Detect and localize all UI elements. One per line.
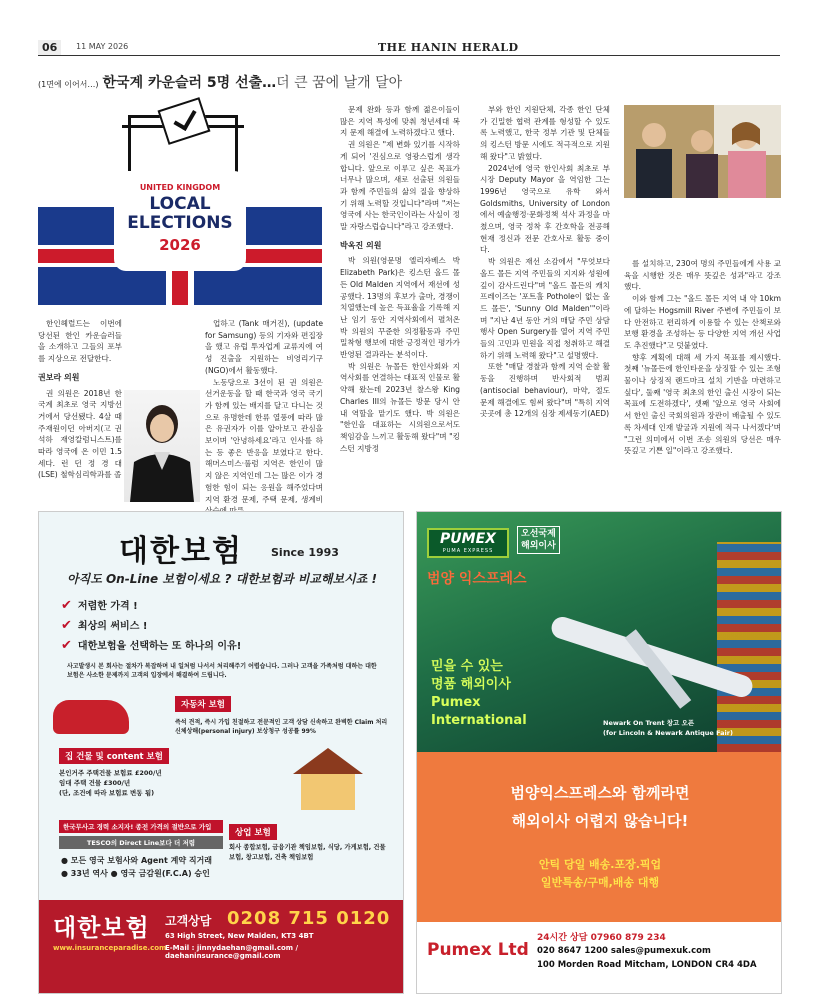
article-paragraph: 업하고 (Tank 매거진), (update for Samsung) 등의 기자와 편집장을 했고 유럽 투자업계 교류지에 여성 진출을 지원하는 비영리기구(NGO)에서 활동했다. xyxy=(205,319,323,375)
car-insurance-text: 즉석 견적, 즉시 가입 친절하고 전문적인 고객 상담 신속하고 완벽한 Claim 처리 신체상해(personal injury) 보상청구 성공률 99% xyxy=(175,719,388,735)
insurance-advertisement xyxy=(38,511,404,994)
article-paragraph: 2024년에 영국 한인사회 최초로 부시장 Deputy Mayor 을 역임한 그는 1996년 영국으로 유학 와서 Goldsmiths, University of London에서 예술행정·문화정책 석사 과정을 마쳤으며, 영국 정착 후 간호학을 전공해 현재 정신과 전문 간호사로 활동 중이다. xyxy=(480,163,610,255)
article-column-3 xyxy=(340,104,460,454)
house-icon xyxy=(293,748,363,810)
article-column-5 xyxy=(624,258,781,457)
election-label xyxy=(116,173,244,269)
car-icon xyxy=(53,700,129,734)
pumex-contact xyxy=(417,922,782,994)
pumex-hero xyxy=(417,512,782,752)
subhead-park: 박옥진 의원 xyxy=(340,240,382,250)
house-insurance-text: 본인거주 주택건물 보험료 £200/년 임대 주택 건물 £300/년 (단, 조건에 따라 보험료 변동 됨) xyxy=(59,769,162,797)
article-paragraph: 문제 완화 등과 함께 젊은이들이 많은 지역 특성에 맞춰 청년세대 복지 문제 해결에 노력하겠다고 했다. xyxy=(340,105,460,138)
article-paragraph: 박 의원(영문명 엘리자베스 박 Elizabeth Park)은 킹스턴 올드 몰든 Old Malden 지역에서 재선에 성공했다. 13명의 후보가 출마, 경쟁이 치열했는데 높은 득표율을 기록해 지난 임기 동안 지역사회에서 펼쳐온 박 의원의 꾸준한 의정활동과 주민 밀착형 행보에 대한 긍정적인 평가가 반영된 결과라는 분석이다. xyxy=(340,256,460,360)
headline-tail: 더 큰 꿈에 날개 달아 xyxy=(276,75,403,91)
article-intro: 한인헤럴드는 이번에 당선된 한인 카운슬러들을 소개하고 그들의 포부를 지상으로 전달한다. xyxy=(38,319,122,364)
ad-insurance-footer xyxy=(39,900,404,994)
page-header xyxy=(38,40,780,56)
ad-insurance-phone[interactable]: 0208 715 0120 xyxy=(227,908,391,929)
election-year: 2026 xyxy=(159,236,201,254)
pumex-slogan: 믿을 수 있는 명품 해외이사 Pumex International xyxy=(431,659,527,728)
group-photo xyxy=(624,105,781,198)
ad-insurance-address: 63 High Street, New Malden, KT3 4BT xyxy=(165,932,314,940)
councillor-photo xyxy=(124,390,200,502)
pumex-name-kr: 범양 익스프레스 xyxy=(427,571,527,587)
article-paragraph: 박 의원은 뉴몰든 한인사회와 지역사회를 연결하는 대표적 인물로 활약해 왔는데 2023년 찰스왕 King Charles III의 뉴몰든 방문 당시 안내 역할을 맡기도 했다. 박 의원은 "한인을 대표하는 시의원으로서도 책임감을 느끼고 활동해 왔다"며 "킹스턴 지방정 xyxy=(340,361,460,453)
ad-insurance-tagline: 아직도 On-Line 보험이세요 ? 대한보험과 비교해보시죠 ! xyxy=(67,572,377,586)
pumex-new-warehouse: Newark On Trent 창고 오픈 (for Lincoln & Newark Antique Fair) xyxy=(603,719,733,737)
check-icon: ✔ xyxy=(61,598,72,613)
check-icon: ✔ xyxy=(61,618,72,633)
ad-insurance-brand: 대한보험 xyxy=(53,914,150,942)
pumex-company: Pumex Ltd xyxy=(427,940,529,960)
check-icon: ✔ xyxy=(61,638,72,653)
election-title: LOCAL ELECTIONS xyxy=(127,194,233,233)
business-insurance-text: 회사 종합보험, 금융기관 책임보험, 식당, 가게보험, 건물 보험, 창고보험, 건축 책임보험 xyxy=(229,844,386,861)
article-paragraph: 권 의원은 "제 변화 있기를 시작하게 되어 '진심으로 영광스럽게 생각합니다. 앞으로 이루고 싶은 목표가 너무나 많으며, 새로 선출된 의원들과 함께 주민들의 삶의 질을 향상하기 위해 노력할 것입니다"라며 "저는 영국에 사는 한국인이라는 사실이 정말 자랑스럽습니다"라고 강조했다. xyxy=(340,140,460,232)
ad-insurance-note: 사고발생시 본 회사는 절차가 복잡하며 내 일처럼 나서서 처리해주기 어렵습니다. 그러나 고객을 가족처럼 대하는 대한보험은 사소한 문제까지 고객의 입장에서 해결하여 드립니다. xyxy=(67,663,377,679)
article-paragraph: 향후 계획에 대해 세 가지 목표를 제시했다. 첫째 '뉴몰든에 한인타운을 상징할 수 있는 조형물이나 상징적 랜드마크 설치 기반을 마련하고 싶다', 둘째 '영국 최초의 한인 출신 시장이 되는 목표에 도전하겠다', 셋째 '앞으로 영국 사회에서 한인 출신 국회의원과 장관이 배출될 수 있도록 차세대 인재 발굴과 지원에 적극 나서겠다'며 "그런 의미에서 이번 조송 의원의 당선은 매우 뜻깊고 기쁜 일"이라고 강조했다. xyxy=(624,352,781,456)
house-insurance-label: 집 건물 및 content 보험 xyxy=(59,748,169,764)
election-graphic xyxy=(38,95,322,305)
paper-name: THE HANIN HERALD xyxy=(378,41,519,54)
ad-insurance-bullets: ● 모든 영국 보험사와 Agent 계약 직거래 ● 33년 역사 ● 영국 금감원(F.C.A) 승인 xyxy=(61,856,213,878)
pumex-promo: 범양익스프레스와 함께라면 해외이사 어렵지 않습니다! 안틱 당일 배송.포장.픽업 일반특송/구매,배송 대행 xyxy=(417,752,782,922)
pumex-address: 100 Morden Road Mitcham, LONDON CR4 4DA xyxy=(537,960,757,970)
article-column-2 xyxy=(205,318,323,517)
headline-main: 한국계 카운슬러 5명 선출… xyxy=(102,75,277,91)
ad-insurance-since: Since 1993 xyxy=(271,546,339,559)
ad-insurance-points: ✔ 저렴한 가격 ! ✔ 최상의 써비스 ! ✔ 대한보험을 선택하는 또 하나의 이유! xyxy=(61,598,242,653)
headline-kicker: (1면에 이어서…) xyxy=(38,80,99,89)
business-insurance-label: 상업 보험 xyxy=(229,824,277,840)
pumex-advertisement xyxy=(416,511,782,994)
ad-insurance-email[interactable]: E-Mail : jinnydaehan@gmail.com / daehaninsurance@gmail.com xyxy=(165,944,299,960)
ad-insurance-website[interactable]: www.insuranceparadise.com xyxy=(53,944,167,952)
pumex-phone-email[interactable]: 020 8647 1200 sales@pumexuk.com xyxy=(537,946,711,956)
issue-date: 11 MAY 2026 xyxy=(76,42,129,51)
article-headline xyxy=(38,72,402,92)
article-column-4 xyxy=(480,104,610,420)
ad-insurance-title: 대한보험 xyxy=(119,534,243,569)
article-paragraph: 박 의원은 재선 소감에서 "무엇보다 올드 몰든 지역 주민들의 지지와 성원에 깊이 감사드린다"며 "올드 몰든의 캐치프레이즈는 '포트홀 Pothole이 없는 올드 몰든', 'Sunny Old Malden'"이라며 "지난 4년 동안 거의 매달 주민 상담 행사 Open Surgery를 열어 지역 주민들의 고민과 민원을 직접 청취하고 해결하기 위해 노력해 왔다"고 설명했다. xyxy=(480,257,610,360)
page-number: 06 xyxy=(38,40,61,55)
subhead-kwon: 권보라 의원 xyxy=(38,372,80,382)
no-claims-banner: 한국무사고 경력 소지자! 종전 가격의 절반으로 가입 xyxy=(59,820,223,833)
article-column-1 xyxy=(38,318,122,481)
article-paragraph: 를 설치하고, 230여 명의 주민들에게 사용 교육을 시행한 것은 매우 뜻깊은 성과"라고 강조했다. xyxy=(624,259,781,292)
car-insurance-label: 자동차 보험 xyxy=(175,696,231,712)
election-country: UNITED KINGDOM xyxy=(139,183,221,192)
pumex-logo: PUMEX PUMA EXPRESS xyxy=(427,528,509,558)
ad-insurance-consult: 고객상담 xyxy=(165,914,212,928)
article-paragraph: 권 의원은 2018년 한국계 최초로 영국 지방선거에서 당선됐다. 4살 때 주재원이던 아버지(고 권석하 재영칼럼니스트)를 따라 영국에 온 이민 1.5세다. 런 던 정 경 대 (LSE) 철학심리학과를 졸 xyxy=(38,388,122,480)
article-paragraph: 노동당으로 3선이 된 권 의원은 선거운동을 할 때 한국과 영국 국기가 함께 있는 배지를 달고 다니는 것으로 유명한데 한류 열풍에 따라 많은 유권자가 이를 알아보고 관심을 보이며 '안녕하세요'라고 인사를 하는 등 좋은 반응을 보였다고 한다. 해머스미스·풀럼 지역은 한인이 많지 않은 지역인데 그는 많은 이가 경험한 힘이 되는 응원을 해주었다며 지역 환경 문제, 주택 문제, 생계비 xyxy=(205,377,323,504)
pumex-kr-logo: 오선국제 해외이사 xyxy=(517,526,560,554)
article-paragraph: 이와 함께 그는 "올드 몰든 지역 내 약 10km에 달하는 Hogsmill River 주변에 주민들이 보다 안전하고 편리하게 이용할 수 있는 산책로와 보행 환경을 조성하는 등 다양한 지역 개선 사업도 추진했다"고 덧붙였다. xyxy=(624,294,781,350)
article-paragraph: 또한 "매달 경찰과 함께 지역 순찰 활동을 진행하며 반사회적 범죄 (antisocial behaviour), 마약, 절도 문제 해결에도 힘써 왔다"며 "특히 지역 곳곳에 총 12개의 심장 제세동기(AED) xyxy=(480,362,610,419)
pumex-hotline[interactable]: 24시간 상담 07960 879 234 xyxy=(537,933,666,943)
tesco-compare-banner: TESCO의 Direct Line보다 더 저렴 xyxy=(59,836,223,849)
article-paragraph: 부와 한인 지원단체, 각종 한인 단체가 긴밀한 협력 관계를 형성할 수 있도록 노력했고, 한국 정부 기관 및 단체들의 킹스턴 방문 시에도 적극적으로 지원해 왔다"고 밝혔다. xyxy=(480,105,610,161)
